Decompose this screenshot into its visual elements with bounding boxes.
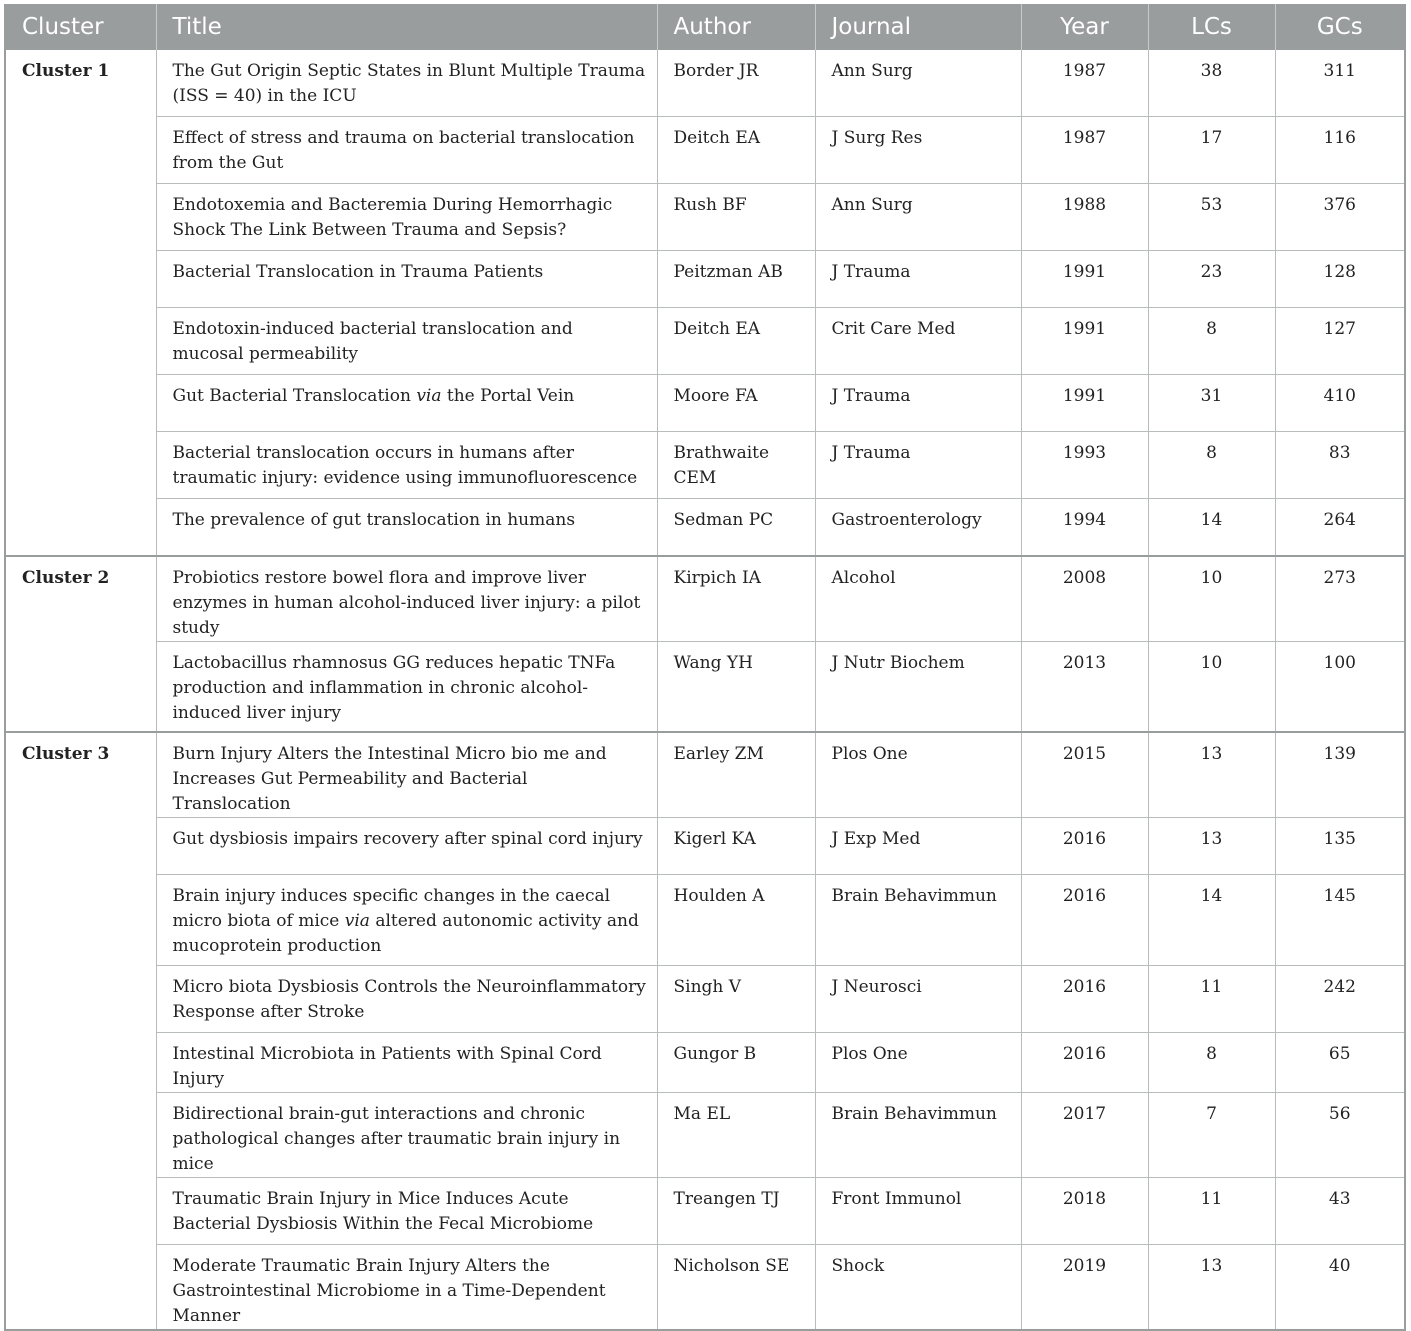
- lcs-cell: 11: [1148, 966, 1275, 1033]
- title-cell: [156, 875, 657, 966]
- table-row: [5, 117, 1405, 184]
- journal-cell: Shock: [815, 1245, 1021, 1331]
- table-row: [5, 1245, 1405, 1331]
- year-cell: 2015: [1021, 732, 1148, 818]
- gcs-cell: 116: [1275, 117, 1405, 184]
- citation-table-container: [4, 4, 1404, 1331]
- gcs-cell: 56: [1275, 1093, 1405, 1178]
- year-cell: 1994: [1021, 499, 1148, 556]
- gcs-cell: 65: [1275, 1033, 1405, 1093]
- journal-cell: J Trauma: [815, 432, 1021, 499]
- table-row: [5, 1178, 1405, 1245]
- lcs-cell: 14: [1148, 875, 1275, 966]
- gcs-cell: 43: [1275, 1178, 1405, 1245]
- title-cell: Moderate Traumatic Brain Injury Alters the Gastrointestinal Microbiome in a Time-Dependent Manner: [156, 1245, 657, 1331]
- journal-cell: J Nutr Biochem: [815, 641, 1021, 732]
- table-row: [5, 1033, 1405, 1093]
- year-cell: 1991: [1021, 251, 1148, 308]
- author-cell: Nicholson SE: [657, 1245, 815, 1331]
- author-cell: Singh V: [657, 966, 815, 1033]
- gcs-cell: 40: [1275, 1245, 1405, 1331]
- table-row: [5, 375, 1405, 432]
- lcs-cell: 13: [1148, 818, 1275, 875]
- table-row: [5, 50, 1405, 117]
- title-cell: Bacterial translocation occurs in humans after traumatic injury: evidence using immunofluorescence: [156, 432, 657, 499]
- title-cell: Endotoxemia and Bacteremia During Hemorrhagic Shock The Link Between Trauma and Sepsis?: [156, 184, 657, 251]
- table-row: [5, 641, 1405, 732]
- year-cell: 2008: [1021, 556, 1148, 642]
- gcs-cell: 127: [1275, 308, 1405, 375]
- gcs-cell: 100: [1275, 641, 1405, 732]
- year-cell: 1991: [1021, 308, 1148, 375]
- title-cell: Traumatic Brain Injury in Mice Induces Acute Bacterial Dysbiosis Within the Fecal Microbiome: [156, 1178, 657, 1245]
- table-header: [5, 4, 1405, 50]
- journal-cell: J Neurosci: [815, 966, 1021, 1033]
- journal-cell: Brain Behavimmun: [815, 875, 1021, 966]
- journal-cell: Front Immunol: [815, 1178, 1021, 1245]
- table-row: [5, 732, 1405, 818]
- title-cell: [156, 375, 657, 432]
- lcs-cell: 8: [1148, 432, 1275, 499]
- title-cell: Endotoxin-induced bacterial translocation and mucosal permeability: [156, 308, 657, 375]
- lcs-cell: 13: [1148, 1245, 1275, 1331]
- lcs-cell: 8: [1148, 1033, 1275, 1093]
- table-body: [5, 50, 1405, 1331]
- lcs-cell: 14: [1148, 499, 1275, 556]
- title-cell: Bacterial Translocation in Trauma Patients: [156, 251, 657, 308]
- gcs-cell: 145: [1275, 875, 1405, 966]
- author-cell: Gungor B: [657, 1033, 815, 1093]
- journal-cell: J Trauma: [815, 251, 1021, 308]
- author-cell: Earley ZM: [657, 732, 815, 818]
- title-cell: Probiotics restore bowel flora and improve liver enzymes in human alcohol-induced liver injury: a pilot study: [156, 556, 657, 642]
- column-header-gcs: GCs: [1275, 4, 1405, 50]
- lcs-cell: 53: [1148, 184, 1275, 251]
- journal-cell: Gastroenterology: [815, 499, 1021, 556]
- table-row: [5, 499, 1405, 556]
- table-row: [5, 966, 1405, 1033]
- title-text: Brain injury induces specific changes in the caecal micro biota of mice: [172, 886, 611, 931]
- cluster-label: Cluster 3: [5, 732, 156, 1330]
- table-row: [5, 251, 1405, 308]
- title-text: altered autonomic activity and mucoprotein production: [172, 911, 639, 956]
- lcs-cell: 31: [1148, 375, 1275, 432]
- gcs-cell: 128: [1275, 251, 1405, 308]
- journal-cell: Plos One: [815, 732, 1021, 818]
- author-cell: Kigerl KA: [657, 818, 815, 875]
- column-header-cluster: Cluster: [5, 4, 156, 50]
- title-cell: Burn Injury Alters the Intestinal Micro bio me and Increases Gut Permeability and Bacterial Translocation: [156, 732, 657, 818]
- year-cell: 2016: [1021, 1033, 1148, 1093]
- title-text: the Portal Vein: [441, 386, 575, 406]
- journal-cell: Alcohol: [815, 556, 1021, 642]
- journal-cell: Ann Surg: [815, 50, 1021, 117]
- journal-cell: Plos One: [815, 1033, 1021, 1093]
- year-cell: 2016: [1021, 875, 1148, 966]
- title-text: Gut Bacterial Translocation: [172, 386, 417, 406]
- column-header-journal: Journal: [815, 4, 1021, 50]
- author-cell: Ma EL: [657, 1093, 815, 1178]
- gcs-cell: 242: [1275, 966, 1405, 1033]
- column-header-lcs: LCs: [1148, 4, 1275, 50]
- year-cell: 2017: [1021, 1093, 1148, 1178]
- citation-table: [4, 4, 1406, 1331]
- year-cell: 1987: [1021, 50, 1148, 117]
- journal-cell: J Trauma: [815, 375, 1021, 432]
- table-row: [5, 875, 1405, 966]
- author-cell: Deitch EA: [657, 117, 815, 184]
- gcs-cell: 273: [1275, 556, 1405, 642]
- year-cell: 1987: [1021, 117, 1148, 184]
- column-header-title: Title: [156, 4, 657, 50]
- column-header-author: Author: [657, 4, 815, 50]
- title-italic-text: via: [416, 386, 442, 406]
- lcs-cell: 8: [1148, 308, 1275, 375]
- gcs-cell: 264: [1275, 499, 1405, 556]
- year-cell: 2019: [1021, 1245, 1148, 1331]
- gcs-cell: 135: [1275, 818, 1405, 875]
- lcs-cell: 17: [1148, 117, 1275, 184]
- journal-cell: J Exp Med: [815, 818, 1021, 875]
- author-cell: Border JR: [657, 50, 815, 117]
- title-cell: The prevalence of gut translocation in humans: [156, 499, 657, 556]
- gcs-cell: 83: [1275, 432, 1405, 499]
- lcs-cell: 10: [1148, 641, 1275, 732]
- author-cell: Moore FA: [657, 375, 815, 432]
- year-cell: 2018: [1021, 1178, 1148, 1245]
- table-row: [5, 308, 1405, 375]
- year-cell: 1993: [1021, 432, 1148, 499]
- lcs-cell: 13: [1148, 732, 1275, 818]
- author-cell: Deitch EA: [657, 308, 815, 375]
- table-row: [5, 184, 1405, 251]
- year-cell: 1988: [1021, 184, 1148, 251]
- gcs-cell: 139: [1275, 732, 1405, 818]
- author-cell: Sedman PC: [657, 499, 815, 556]
- gcs-cell: 311: [1275, 50, 1405, 117]
- table-row: [5, 1093, 1405, 1178]
- cluster-label: Cluster 1: [5, 50, 156, 556]
- cluster-label: Cluster 2: [5, 556, 156, 733]
- author-cell: Brathwaite CEM: [657, 432, 815, 499]
- author-cell: Wang YH: [657, 641, 815, 732]
- author-cell: Rush BF: [657, 184, 815, 251]
- title-cell: Bidirectional brain-gut interactions and chronic pathological changes after traumatic brain injury in mice: [156, 1093, 657, 1178]
- table-row: [5, 556, 1405, 642]
- lcs-cell: 10: [1148, 556, 1275, 642]
- lcs-cell: 38: [1148, 50, 1275, 117]
- title-cell: Gut dysbiosis impairs recovery after spinal cord injury: [156, 818, 657, 875]
- title-cell: Lactobacillus rhamnosus GG reduces hepatic TNFa production and inflammation in chronic alcohol-induced liver injury: [156, 641, 657, 732]
- journal-cell: J Surg Res: [815, 117, 1021, 184]
- title-italic-text: via: [344, 911, 370, 931]
- title-cell: The Gut Origin Septic States in Blunt Multiple Trauma (ISS = 40) in the ICU: [156, 50, 657, 117]
- title-cell: Effect of stress and trauma on bacterial translocation from the Gut: [156, 117, 657, 184]
- table-row: [5, 432, 1405, 499]
- title-cell: Micro biota Dysbiosis Controls the Neuroinflammatory Response after Stroke: [156, 966, 657, 1033]
- lcs-cell: 23: [1148, 251, 1275, 308]
- gcs-cell: 410: [1275, 375, 1405, 432]
- author-cell: Peitzman AB: [657, 251, 815, 308]
- year-cell: 2016: [1021, 966, 1148, 1033]
- lcs-cell: 7: [1148, 1093, 1275, 1178]
- journal-cell: Brain Behavimmun: [815, 1093, 1021, 1178]
- table-row: [5, 818, 1405, 875]
- author-cell: Houlden A: [657, 875, 815, 966]
- journal-cell: Crit Care Med: [815, 308, 1021, 375]
- journal-cell: Ann Surg: [815, 184, 1021, 251]
- gcs-cell: 376: [1275, 184, 1405, 251]
- year-cell: 1991: [1021, 375, 1148, 432]
- year-cell: 2013: [1021, 641, 1148, 732]
- lcs-cell: 11: [1148, 1178, 1275, 1245]
- author-cell: Kirpich IA: [657, 556, 815, 642]
- column-header-year: Year: [1021, 4, 1148, 50]
- year-cell: 2016: [1021, 818, 1148, 875]
- author-cell: Treangen TJ: [657, 1178, 815, 1245]
- title-cell: Intestinal Microbiota in Patients with Spinal Cord Injury: [156, 1033, 657, 1093]
